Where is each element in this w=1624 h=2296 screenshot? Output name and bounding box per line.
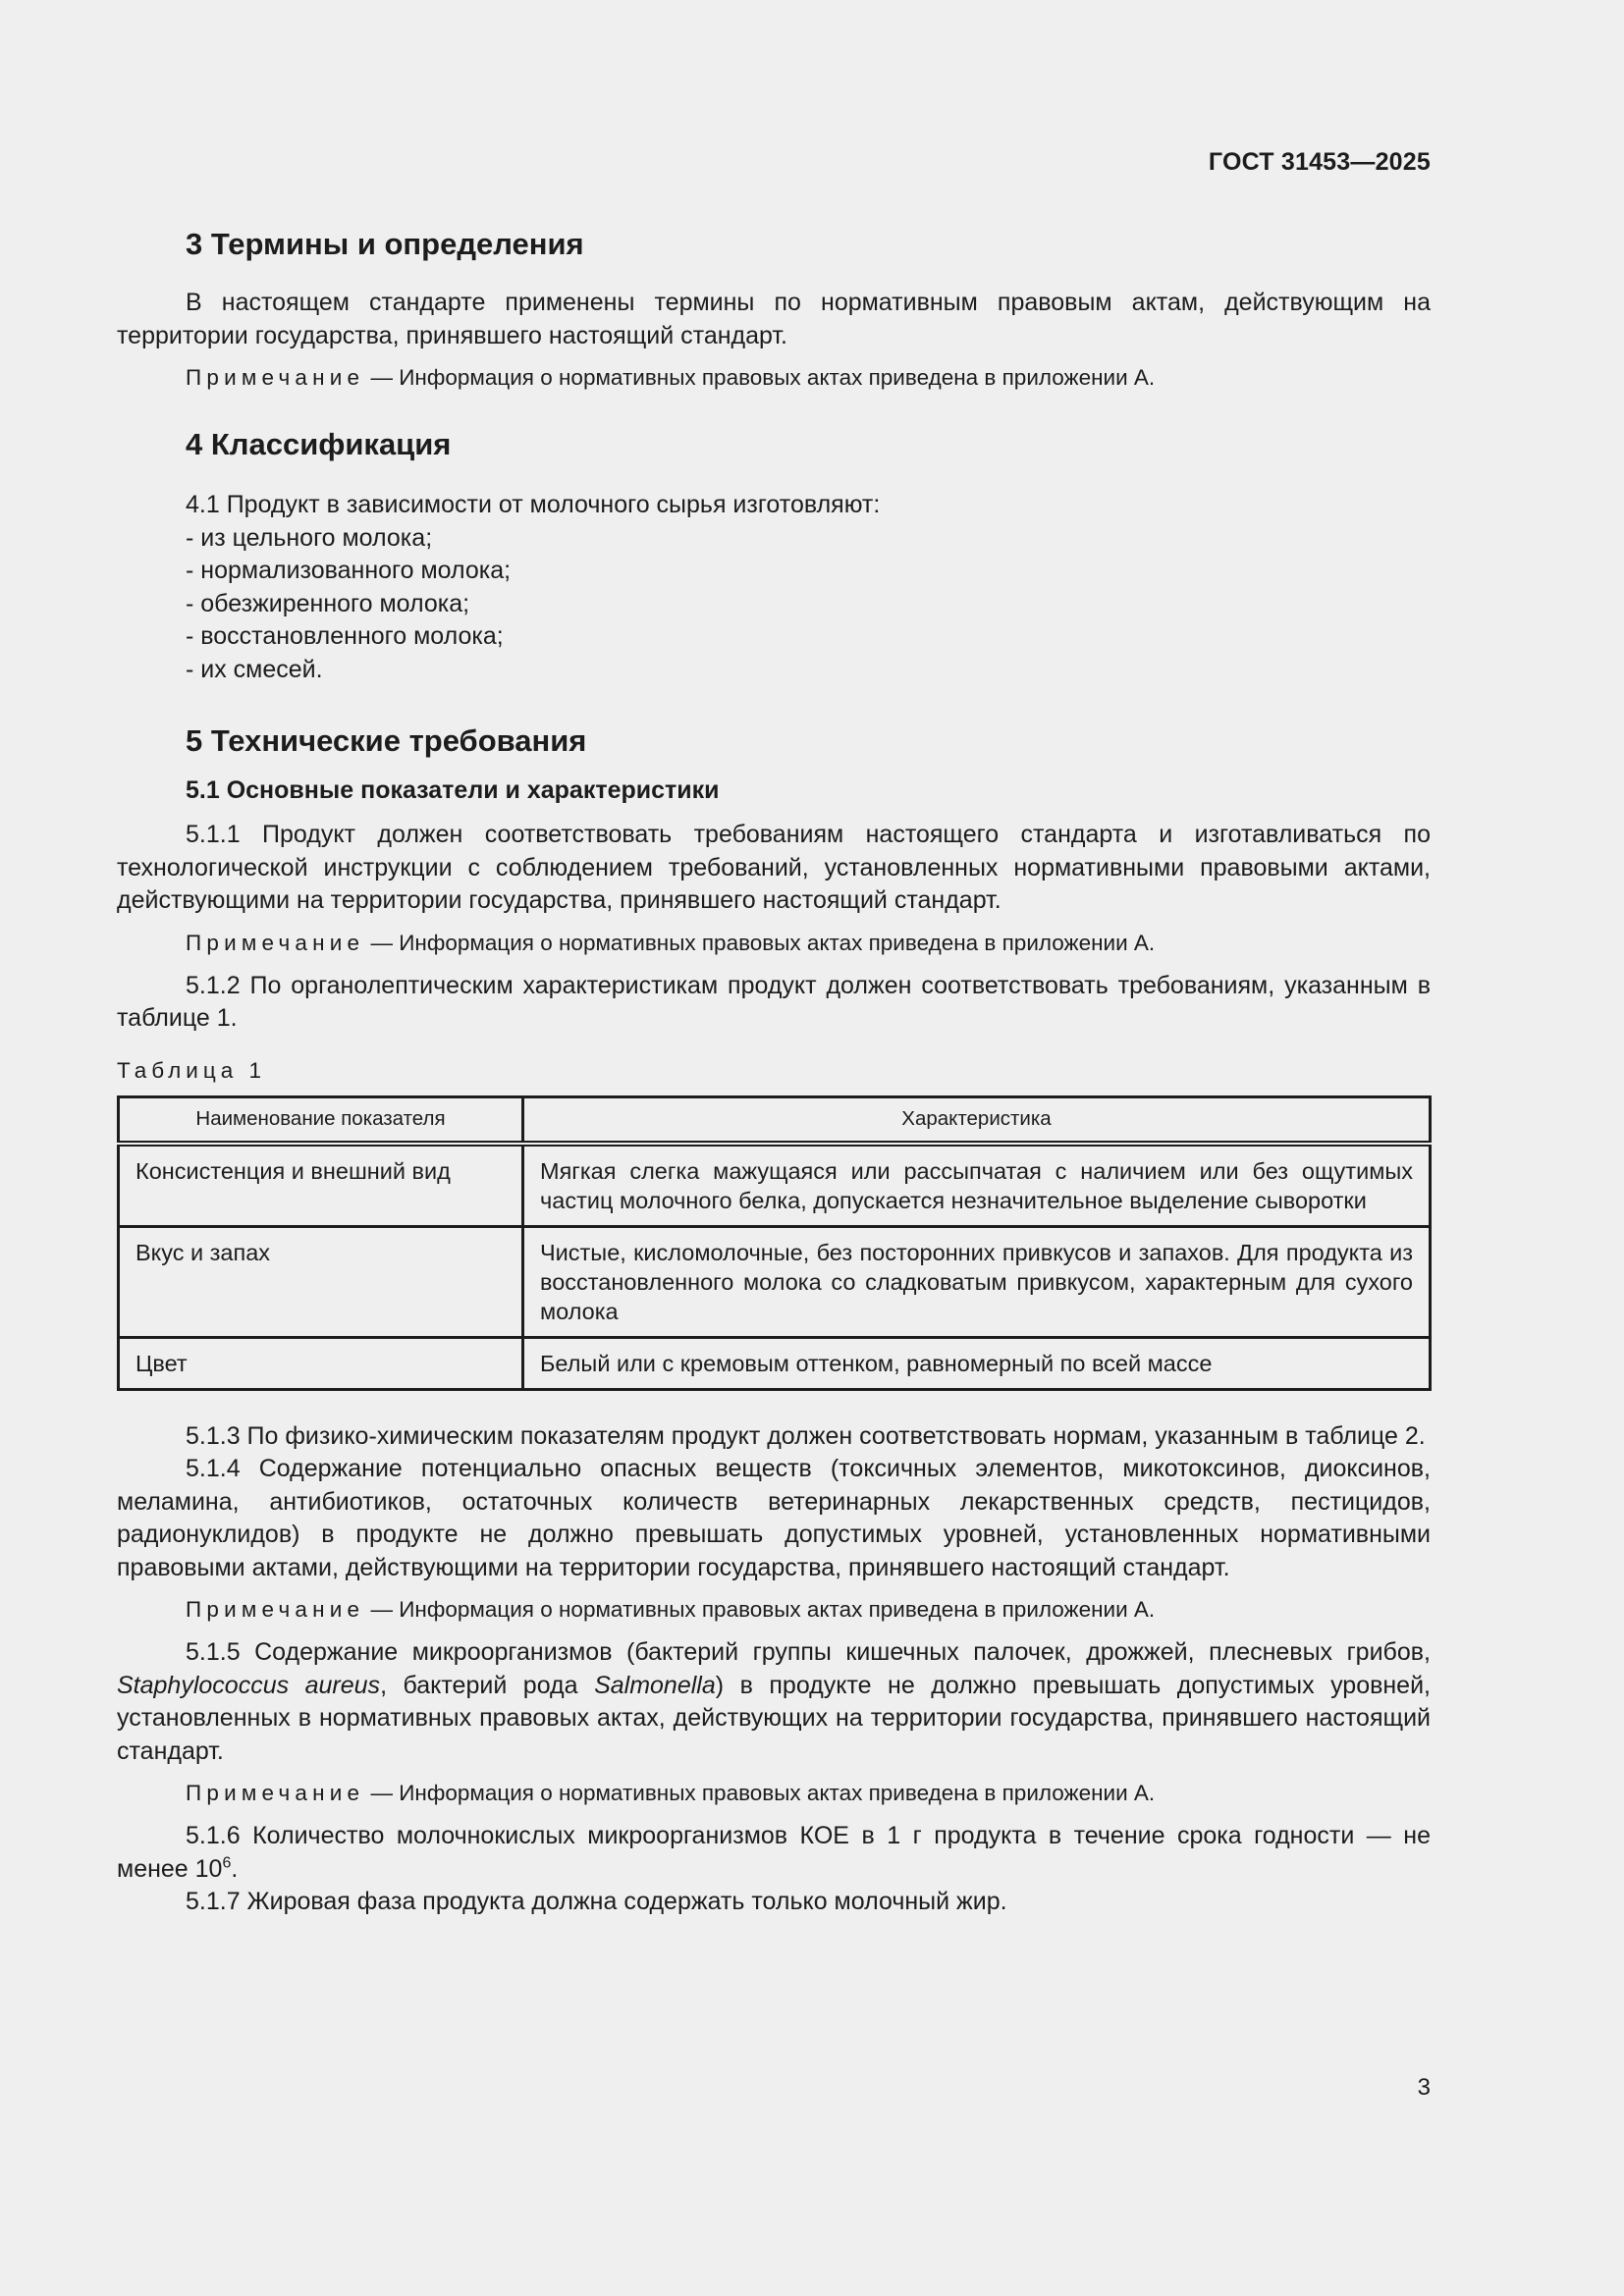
text-run: 5.1.6 Количество молочнокислых микроорганизмов КОЕ в 1 г продукта в течение срока годности — не менее 10 xyxy=(117,1822,1431,1883)
note-label: Примечание xyxy=(186,1781,365,1805)
standard-code: ГОСТ 31453—2025 xyxy=(1208,148,1431,176)
text-run: . xyxy=(231,1854,239,1883)
list-item: - из цельного молока; xyxy=(186,523,433,552)
page-content xyxy=(117,221,1431,1919)
table-cell: Белый или с кремовым оттенком, равномерный по всей массе xyxy=(523,1337,1431,1389)
paragraph-5-1-1: 5.1.1 Продукт должен соответствовать требованиям настоящего стандарта и изготавливаться по технологической инструкции с соблюдением требований, установленных нормативными правовыми актами, действующими на территории государства, принявшего настоящий стандарт. xyxy=(117,821,1431,914)
note-label: Примечание xyxy=(186,930,365,955)
table-cell: Цвет xyxy=(119,1337,523,1389)
section-5-note-3 xyxy=(117,1778,1431,1809)
section-5-note-2 xyxy=(117,1594,1431,1626)
list-item: - восстановленного молока; xyxy=(186,622,504,650)
table-cell: Мягкая слегка мажущаяся или рассыпчатая с наличием или без ощутимых частиц молочного белка, допускается незначительное выделение сыворотки xyxy=(523,1144,1431,1227)
section-4-title: 4 Классификация xyxy=(186,427,452,461)
paragraph-5-1-2: 5.1.2 По органолептическим характеристикам продукт должен соответствовать требованиям, указанным в таблице 1. xyxy=(117,971,1431,1032)
text-run: , бактерий рода xyxy=(380,1671,595,1699)
table-cell: Консистенция и внешний вид xyxy=(135,1157,451,1184)
table-row xyxy=(119,1144,1431,1227)
table-row xyxy=(119,1226,1431,1337)
paragraph-5-1-7: 5.1.7 Жировая фаза продукта должна содержать только молочный жир. xyxy=(186,1888,1007,1915)
classification-intro: 4.1 Продукт в зависимости от молочного сырья изготовляют: xyxy=(186,491,881,518)
section-5-title: 5 Технические требования xyxy=(186,723,587,758)
genus-name: Salmonella xyxy=(594,1671,716,1699)
paragraph-5-1-6 xyxy=(117,1820,1431,1886)
page-number: 3 xyxy=(1417,2074,1431,2101)
section-5-note xyxy=(117,928,1431,959)
section-3-note xyxy=(117,362,1431,394)
organoleptic-table xyxy=(117,1095,1432,1391)
list-item: - обезжиренного молока; xyxy=(186,589,470,617)
superscript: 6 xyxy=(222,1854,232,1872)
text-run: 5.1.5 Содержание микроорганизмов (бактерий группы кишечных палочек, дрожжей, плесневых грибов, xyxy=(186,1638,1431,1666)
section-3-paragraph: В настоящем стандарте применены термины по нормативным правовым актам, действующим на территории государства, принявшего настоящий стандарт. xyxy=(117,289,1431,349)
note-text: — Информация о нормативных правовых актах приведена в приложении А. xyxy=(364,1597,1156,1622)
list-item: - их смесей. xyxy=(186,655,323,683)
table-header-cell: Характеристика xyxy=(523,1096,1431,1144)
paragraph-5-1-5 xyxy=(117,1636,1431,1768)
table-caption: Таблица 1 xyxy=(117,1057,266,1083)
species-name: Staphylococcus aureus xyxy=(117,1671,381,1699)
section-3-title: 3 Термины и определения xyxy=(186,227,584,261)
note-label: Примечание xyxy=(186,1597,365,1622)
text-run: ) в продукте не должно превышать допустимых уровней, установленных в нормативных правовых актах, действующих на территории государства, принявшего настоящий стандарт. xyxy=(117,1671,1432,1765)
paragraph-5-1-4: 5.1.4 Содержание потенциально опасных веществ (токсичных элементов, микотоксинов, диоксинов, меламина, антибиотиков, остаточных количеств ветеринарных лекарственных средств, пестицидов, радионуклидов) в продукте не должно превышать допустимых уровней, установленных нормативными правовыми актами, действующими на территории государства, принявшего настоящий стандарт. xyxy=(117,1455,1431,1581)
table-cell: Вкус и запах xyxy=(119,1226,523,1337)
table-cell: Чистые, кисломолочные, без посторонних привкусов и запахов. Для продукта из восстановленного молока со сладковатым привкусом, характерным для сухого молока xyxy=(523,1226,1431,1337)
table-header-row xyxy=(119,1096,1431,1144)
classification-list xyxy=(117,489,1431,686)
note-label: Примечание xyxy=(186,365,365,390)
subsection-5-1-title: 5.1 Основные показатели и характеристики xyxy=(186,776,720,804)
note-text: — Информация о нормативных правовых актах приведена в приложении А. xyxy=(364,930,1156,955)
paragraph-5-1-3: 5.1.3 По физико-химическим показателям продукт должен соответствовать нормам, указанным в таблице 2. xyxy=(186,1421,1426,1450)
note-text: — Информация о нормативных правовых актах приведена в приложении А. xyxy=(364,365,1156,390)
list-item: - нормализованного молока; xyxy=(186,557,512,584)
table-header-cell: Наименование показателя xyxy=(119,1096,523,1144)
table-row xyxy=(119,1337,1431,1389)
note-text: — Информация о нормативных правовых актах приведена в приложении А. xyxy=(364,1781,1156,1805)
